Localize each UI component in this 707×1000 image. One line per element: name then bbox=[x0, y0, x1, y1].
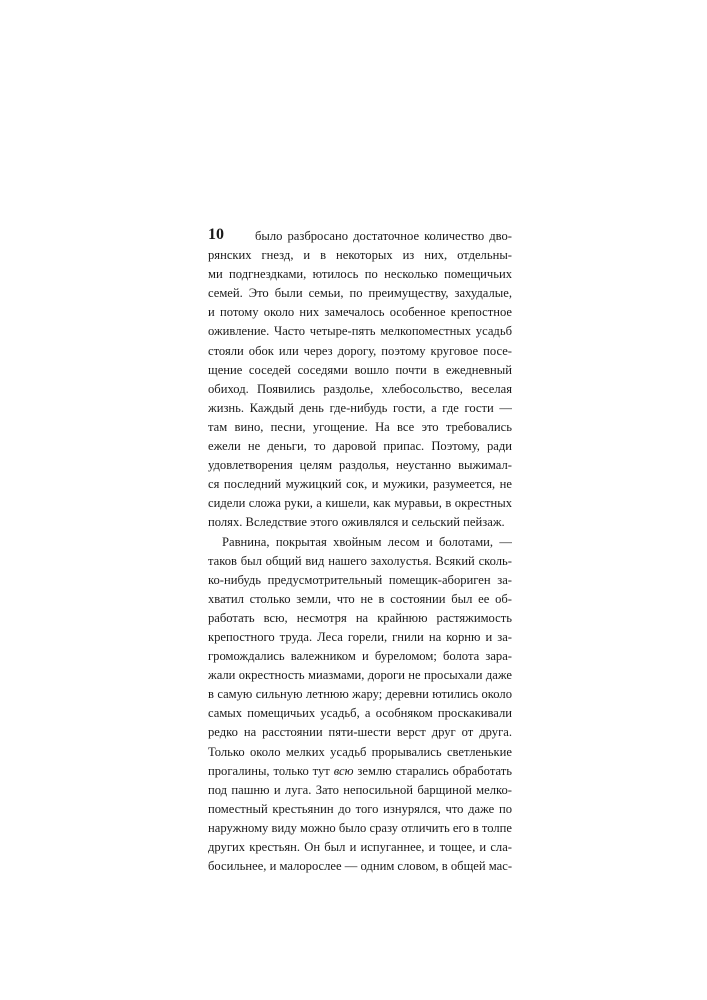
text-line: ся последний мужицкий сок, и мужики, разумеется, не bbox=[208, 477, 512, 492]
text-line: работать всю, несмотря на крайнюю растяжимость bbox=[208, 610, 512, 625]
text-fragment: прогалины, только тут bbox=[208, 763, 334, 778]
text-line bbox=[208, 762, 512, 781]
text-line: самых помещичьих усадьб, а особняком проскакивали bbox=[208, 706, 512, 721]
text-line: семей. Это были семьи, по преимуществу, захудалые, bbox=[208, 286, 512, 301]
text-line: ко-нибудь предусмотрительный помещик-абориген за- bbox=[208, 572, 512, 587]
text-line: сидели сложа руки, а кишели, как муравьи, в окрестных bbox=[208, 496, 512, 511]
text-line: крепостного труда. Леса горели, гнили на корню и за- bbox=[208, 629, 512, 644]
text-line: ми подгнездками, ютилось по несколько помещичьих bbox=[208, 267, 512, 282]
text-line: поместный крестьянин до того изнурялся, что даже по bbox=[208, 801, 512, 816]
text-line: редко на расстоянии пяти-шести верст друг от друга. bbox=[208, 725, 512, 740]
text-line: и потому около них замечалось особенное крепостное bbox=[208, 305, 512, 320]
text-line: в самую сильную летнюю жару; деревни ютились около bbox=[208, 687, 512, 702]
text-line: хватил столько земли, что не в состоянии был ее об- bbox=[208, 591, 512, 606]
text-line: полях. Вследствие этого оживлялся и сельский пейзаж. bbox=[208, 515, 505, 530]
text-line: было разбросано достаточное количество дво- bbox=[255, 229, 512, 243]
text-fragment: землю старались обработать bbox=[353, 763, 512, 778]
text-line: Только около мелких усадьб прорывались светленькие bbox=[208, 744, 512, 759]
text-line: жали окрестность миазмами, дороги не просыхали даже bbox=[208, 668, 512, 683]
body-text bbox=[208, 227, 512, 876]
text-line: ежели не деньги, то даровой припас. Поэтому, ради bbox=[208, 439, 512, 454]
page-number: 10 bbox=[208, 226, 224, 243]
text-line: там вино, песни, угощение. На все это требовались bbox=[208, 419, 512, 434]
text-line: рянских гнезд, и в некоторых из них, отдельны- bbox=[208, 248, 512, 263]
text-line: громождались валежником и буреломом; болота зара- bbox=[208, 649, 512, 664]
text-line: щение соседей соседями вошло почти в ежедневный bbox=[208, 362, 512, 377]
text-line: обиход. Появились раздолье, хлебосольство, веселая bbox=[208, 381, 512, 396]
italic-word: всю bbox=[333, 763, 354, 778]
text-line: жизнь. Каждый день где-нибудь гости, а где гости — bbox=[208, 400, 512, 415]
text-line: босильнее, и малорослее — одним словом, в общей мас- bbox=[208, 859, 512, 874]
text-line: таков был общий вид нашего захолустья. Всякий сколь- bbox=[208, 553, 512, 568]
text-line: стояли обок или через дорогу, поэтому круговое посе- bbox=[208, 343, 512, 358]
text-line: наружному виду можно было сразу отличить его в толпе bbox=[208, 820, 512, 835]
text-line: других крестьян. Он был и испуганнее, и тощее, и сла- bbox=[208, 840, 512, 854]
text-line: удовлетворения целям раздолья, неустанно выжимал- bbox=[208, 458, 512, 473]
text-line: оживление. Часто четыре-пять мелкопоместных усадьб bbox=[208, 324, 512, 339]
text-line: под пашню и луга. Зато непосильной барщиной мелко- bbox=[208, 782, 512, 797]
text-line: Равнина, покрытая хвойным лесом и болотами, — bbox=[222, 534, 512, 549]
